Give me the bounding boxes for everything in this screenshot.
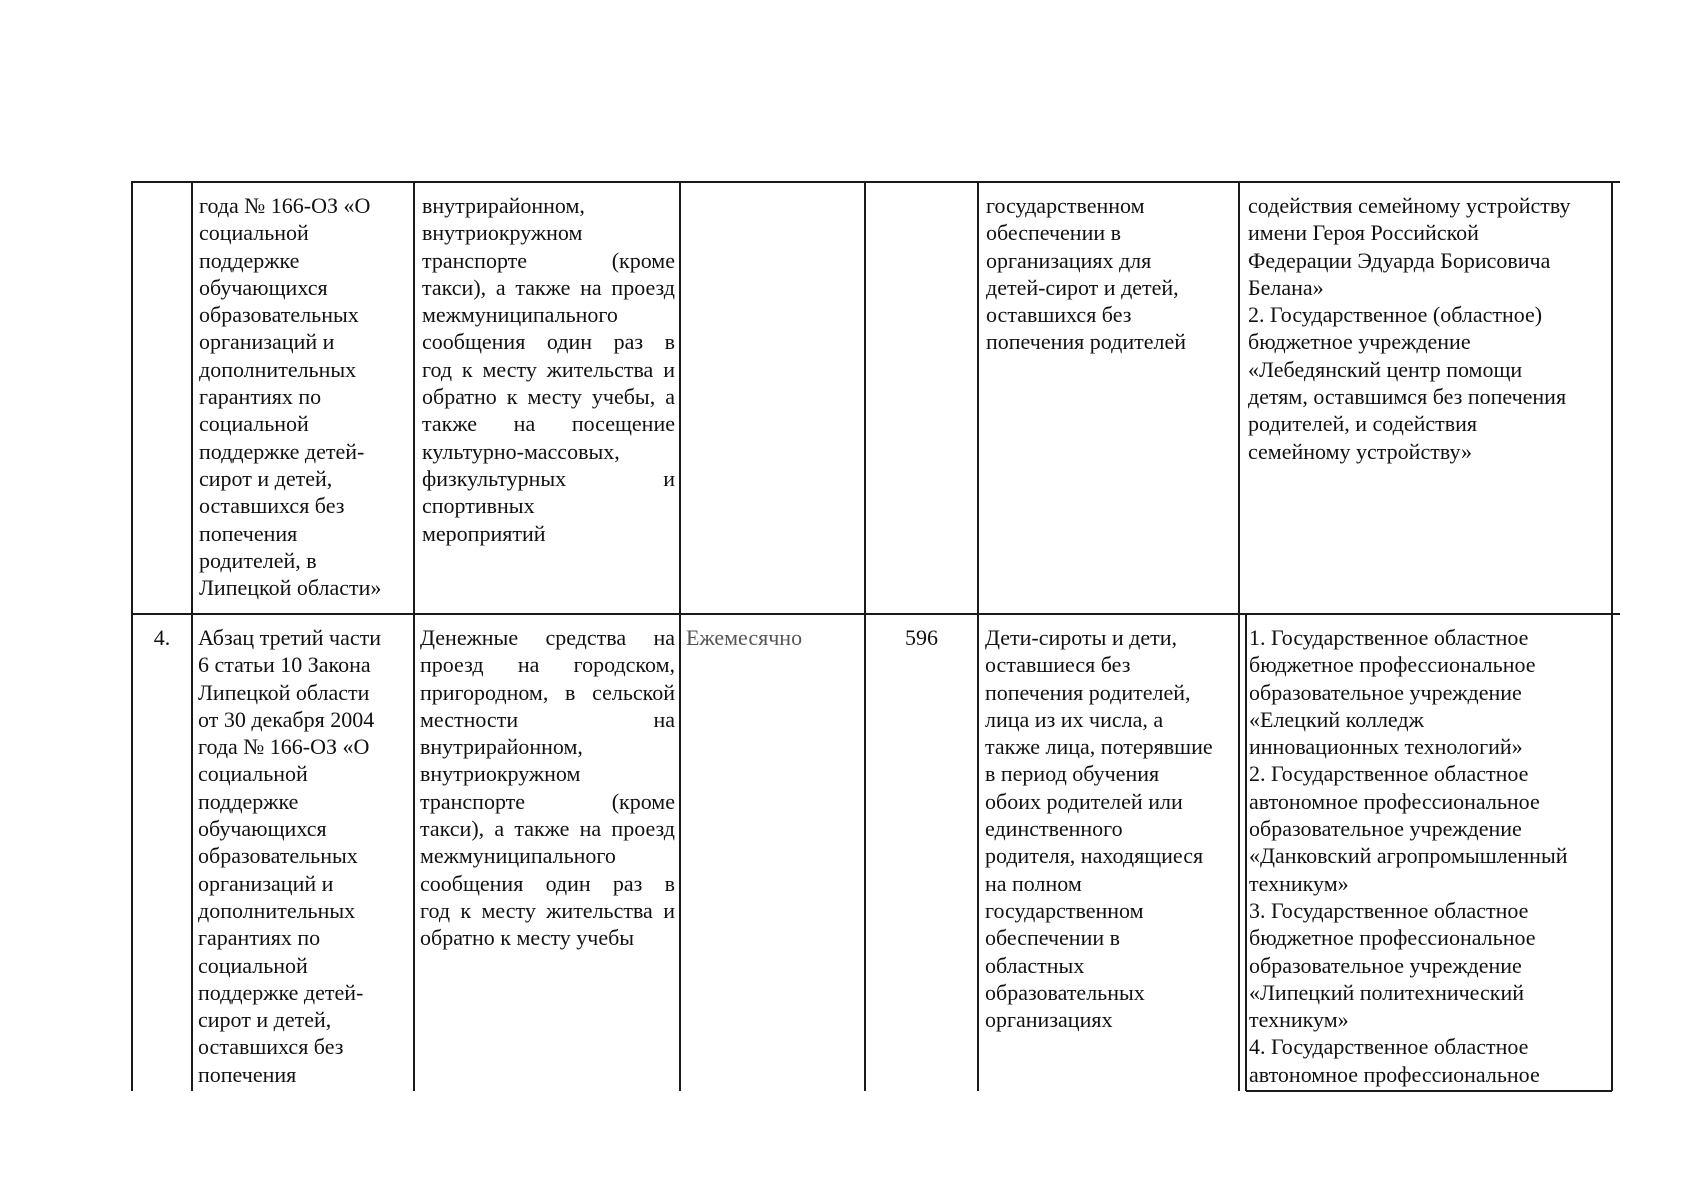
organizations-cell: 1. Государственное областное бюджетное профессиональное образовательное учреждение «Елецкий колледж инновационных технологий» 2. Государственное областное автономное профессиональное образовательное учреждение «Данковский агропромышленный техникум» 3. Государственное областное бюджетное профессиональное образовательное учреждение «Липецкий политехнический техникум» 4. Государственное областное автономное профессиональное (1249, 625, 1568, 1087)
text-line: сообщения один раз в (422, 329, 675, 355)
text-line: межмуниципального (422, 302, 618, 328)
organizations-cell: содействия семейному устройству имени Героя Российской Федерации Эдуарда Борисовича Белана» 2. Государственное (областное) бюджетное учреждение «Лебедянский центр помощи детям, оставшимся без попечения родителей, и содействия семейному устройству» (1248, 193, 1571, 464)
law-reference-cell: Абзац третий части 6 статьи 10 Закона Липецкой области от 30 декабря 2004 года № 166-ОЗ «О социальной поддержке обучающихся образовательных организаций и дополнительных гарантиях по социальной поддержке детей- сирот и детей, оставшихся без попечения (198, 625, 381, 1087)
text-line: такси), а также на проезд (420, 816, 675, 842)
row-number-cell: 4. (153, 625, 171, 650)
text-line: местности на (420, 706, 675, 732)
frequency-cell (686, 192, 862, 612)
text-line: культурно-массовых, (422, 438, 620, 464)
law-reference-cell: года № 166-ОЗ «О социальной поддержке обучающихся образовательных организаций и дополнительных гарантиях по социальной поддержке детей- сирот и детей, оставшихся без попечения родителей, в Липецкой области» (199, 193, 382, 601)
amount-cell: 596 (905, 625, 938, 650)
text-line: физкультурных и (422, 465, 675, 491)
benefit-description-cell (422, 192, 675, 612)
text-line: также на посещение (422, 411, 675, 437)
column-divider (191, 181, 193, 1091)
table-left-border (131, 181, 133, 1091)
text-line: сообщения один раз в (420, 870, 675, 896)
amount-cell (868, 192, 938, 612)
column-divider (679, 181, 681, 1091)
text-line: транспорте (кроме (422, 247, 675, 273)
text-line: внутрирайонном, (420, 734, 583, 760)
text-line: внутрирайонном, (422, 193, 585, 218)
frequency-cell: Ежемесячно (686, 625, 803, 650)
text-line: пригородном, в сельской (420, 679, 675, 705)
text-line: внутриокружном (420, 761, 581, 787)
text-line: проезд на городском, (420, 652, 675, 678)
row-number-cell (135, 192, 189, 612)
benefit-description-cell (420, 624, 675, 1090)
text-line: межмуниципального (420, 843, 616, 869)
recipients-cell: государственном обеспечении в организациях для детей-сирот и детей, оставшихся без попечения родителей (986, 193, 1186, 355)
text-line: такси), а также на проезд (422, 274, 675, 300)
text-line: год к месту жительства и (422, 356, 675, 382)
text-line: мероприятий (422, 520, 546, 546)
column-divider (864, 181, 866, 1091)
text-line: внутриокружном (422, 220, 583, 246)
column-divider (977, 181, 979, 1091)
text-line: обратно к месту учебы (420, 925, 635, 951)
table-top-border (131, 181, 1620, 183)
text-line: год к месту жительства и (420, 897, 675, 923)
org-cell-left-border (1245, 613, 1247, 1091)
row-separator (131, 613, 1620, 615)
text-line: обратно к месту учебы, а (422, 384, 675, 410)
text-line: транспорте (кроме (420, 788, 675, 814)
text-line: спортивных (422, 493, 535, 519)
column-divider (1238, 181, 1240, 1091)
table-right-border (1611, 181, 1613, 1091)
column-divider (413, 181, 415, 1091)
recipients-cell: Дети-сироты и дети, оставшиеся без попечения родителей, лица из их числа, а также лица, потерявшие в период обучения обоих родителей или единственного родителя, находящиеся на полном государственном обеспечении в областных образовательных организациях (985, 625, 1213, 1033)
text-line: Денежные средства на (420, 625, 675, 650)
org-cell-bottom-border (1246, 1090, 1612, 1092)
